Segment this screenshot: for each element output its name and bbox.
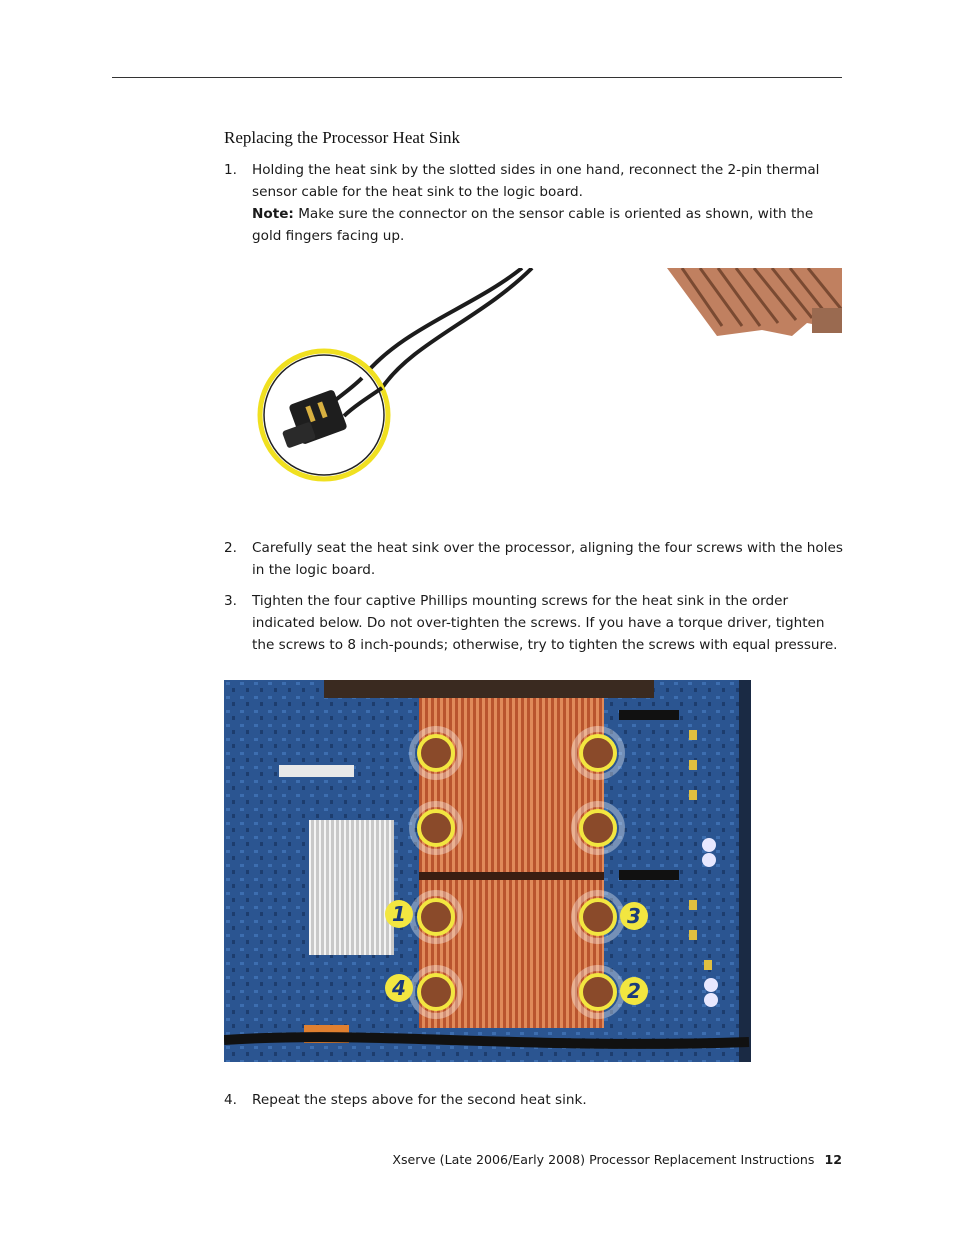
logic-board-photo [224,680,842,1062]
screw-order-label-2: 2 [627,979,641,1003]
step-3 [224,590,844,656]
heat-sink-corner [667,268,842,336]
note-text: Make sure the connector on the sensor cable is oriented as shown, with the gold fingers facing up. [252,206,814,244]
screw-order-label-1: 1 [392,902,406,926]
page-number: 12 [824,1152,842,1167]
sensor-connector-illustration [252,268,842,490]
sensor-cable [362,268,532,388]
step-text: Holding the heat sink by the slotted sides in one hand, reconnect the 2-pin thermal sensor cable for the heat sink to the logic board. Note: Make sure the connector on the sensor cable is oriented as shown, with the gold fingers facing up. [252,162,820,244]
figure-heat-sink-screw-order [224,680,842,1062]
screw-order-label-3: 3 [627,904,641,928]
section-title: Replacing the Processor Heat Sink [224,128,461,147]
step-text: Tighten the four captive Phillips mounting screws for the heat sink in the order indicated below. Do not over-tighten the screws. If you have a torque driver, tighten the screws to 8 inch-pounds; otherwise, try to tighten the screws with equal pressure. [252,593,838,653]
step-number: 3. [224,593,237,609]
screw-order-label-4: 4 [392,976,406,1000]
figure-sensor-connector [252,268,842,490]
step-1 [224,159,844,247]
note-label: Note: [252,206,294,222]
page-footer [392,1152,842,1167]
step-number: 1. [224,162,237,178]
step-2 [224,537,844,581]
step-number: 4. [224,1092,237,1108]
step-4 [224,1089,844,1111]
step-text: Carefully seat the heat sink over the processor, aligning the four screws with the holes in the logic board. [252,540,843,578]
step-text: Repeat the steps above for the second heat sink. [252,1092,587,1108]
footer-doc-title: Xserve (Late 2006/Early 2008) Processor Replacement Instructions [392,1152,815,1167]
header-rule [112,77,842,78]
step-number: 2. [224,540,237,556]
chipset-heat-sink [309,820,394,955]
